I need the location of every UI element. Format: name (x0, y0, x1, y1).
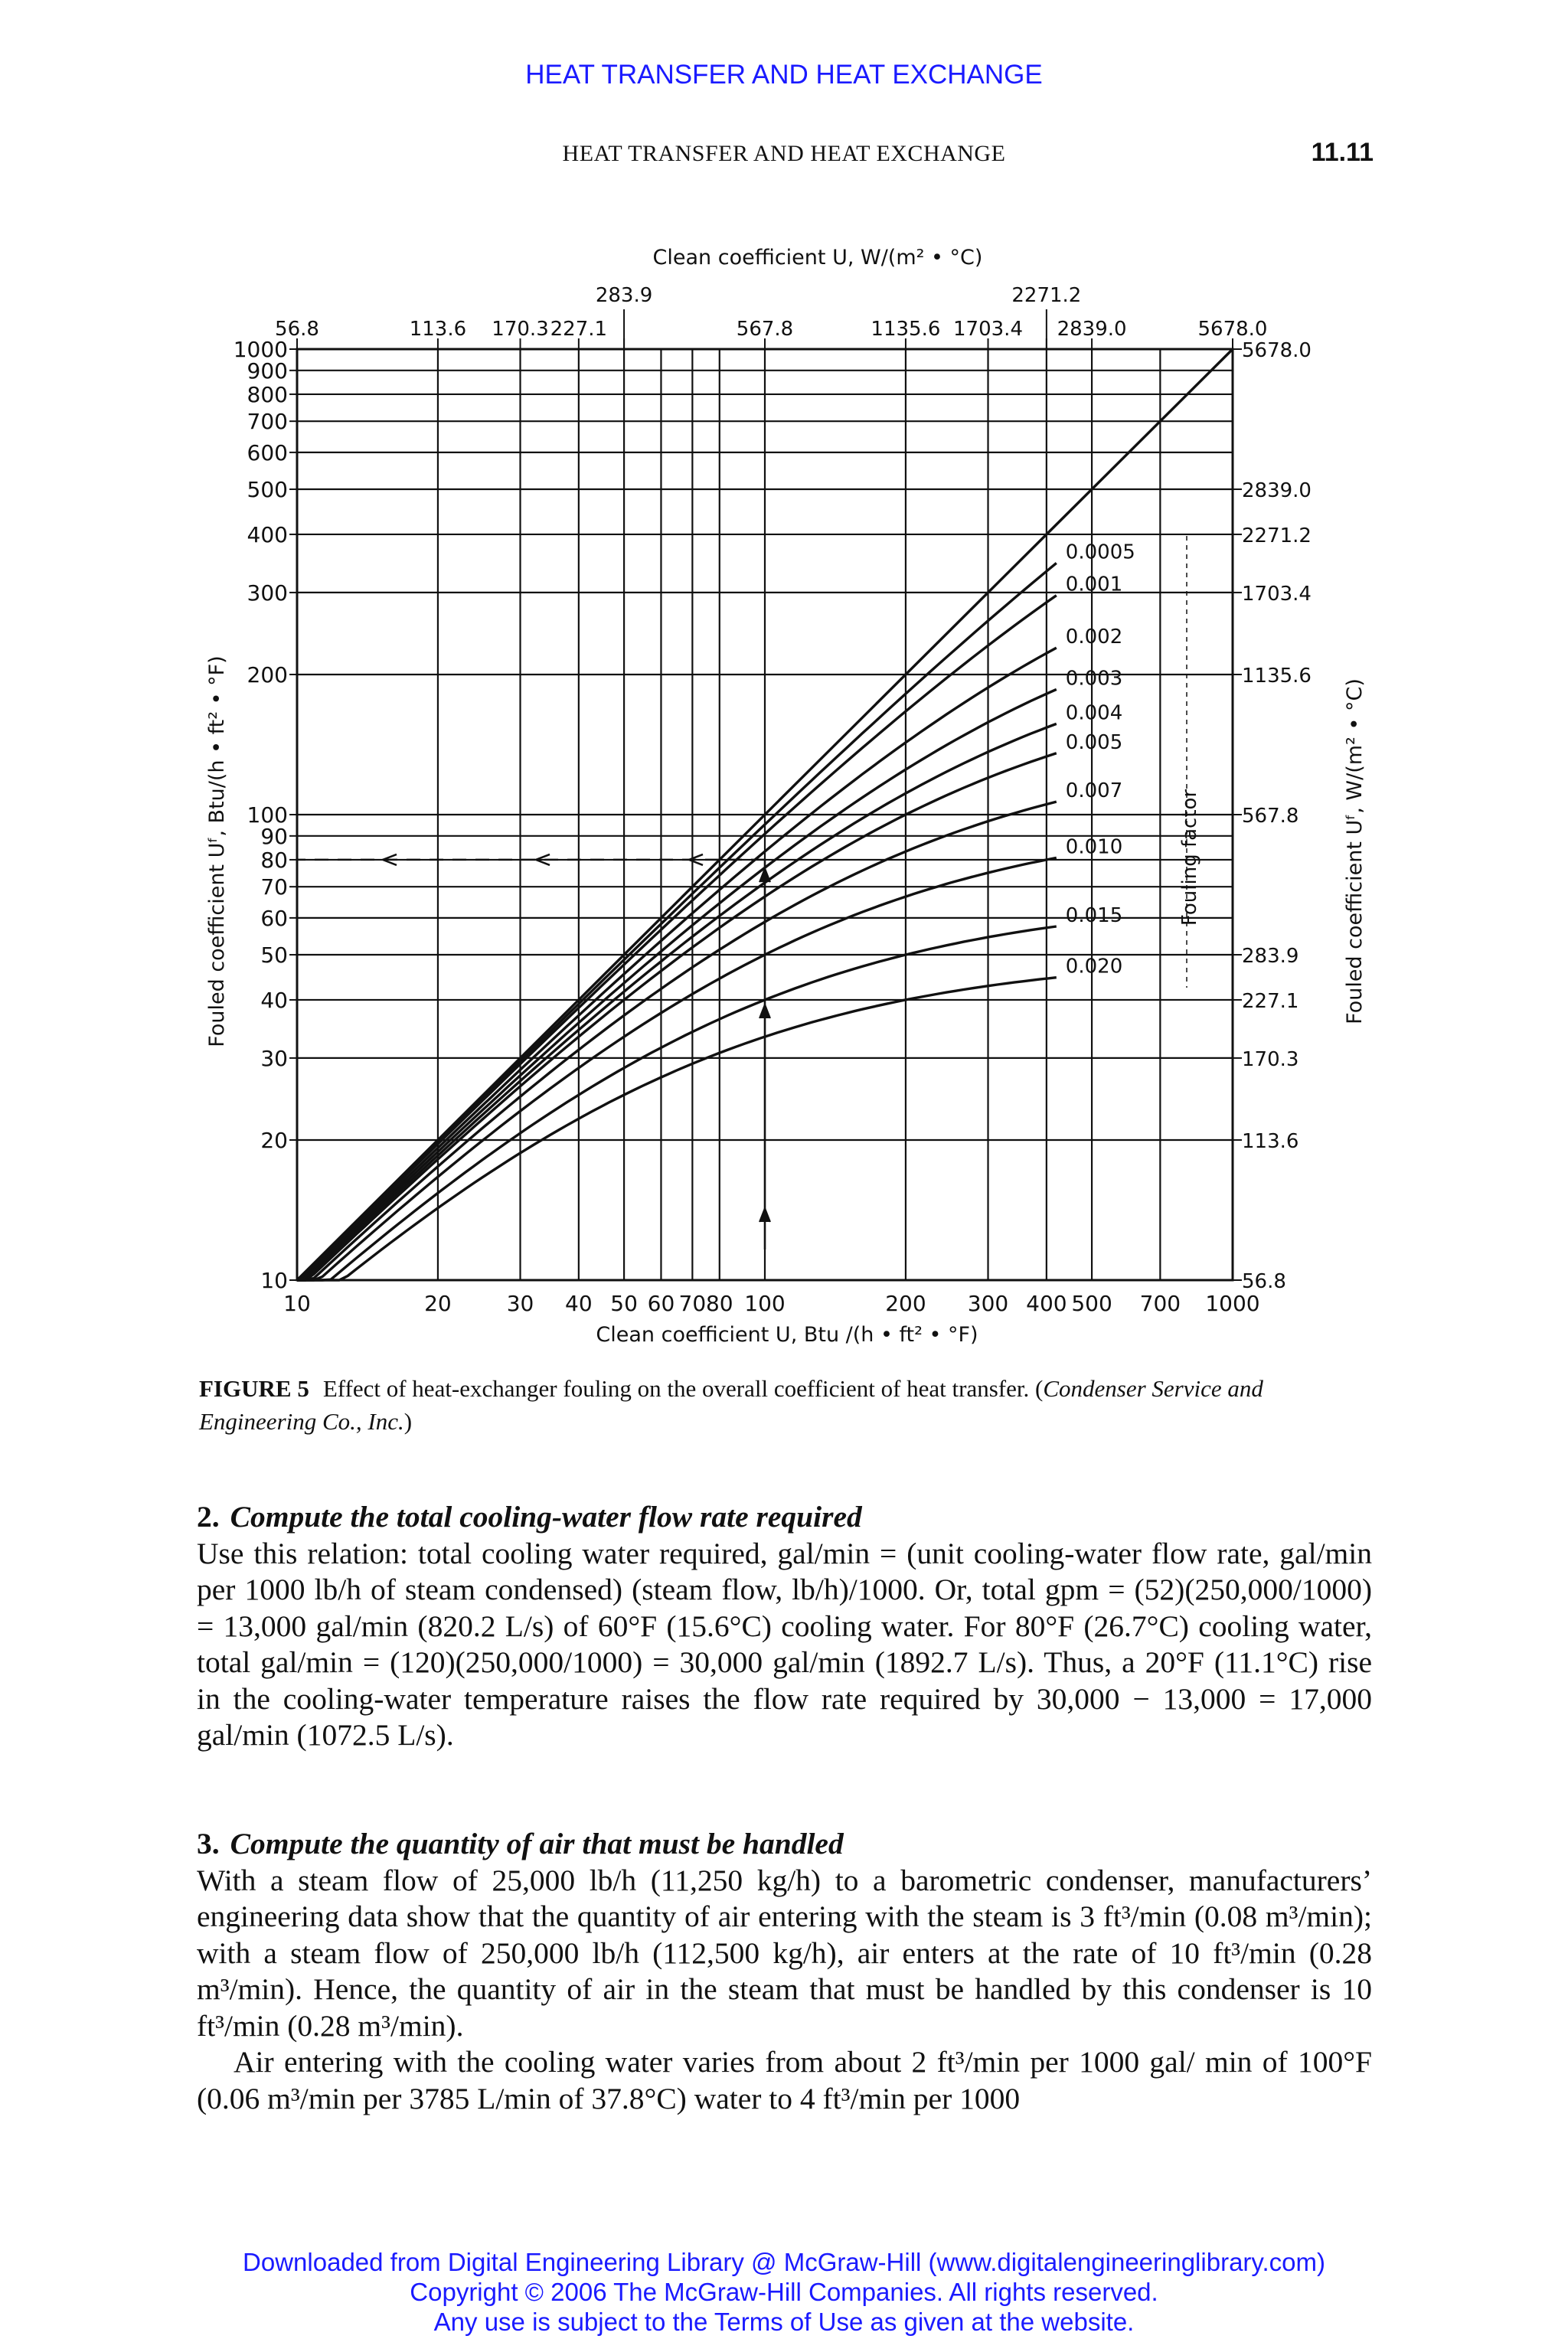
fouling-curve-label: 0.005 (1065, 730, 1123, 754)
footer-line-1: Downloaded from Digital Engineering Library @ McGraw-Hill (www.digitalengineeringlibrary.com) (243, 2248, 1325, 2276)
caption-text: Effect of heat-exchanger fouling on the overall coefficient of heat transfer. ( (322, 1375, 1044, 1402)
y-tick-label: 60 (260, 905, 288, 931)
x-tick-label: 60 (647, 1291, 675, 1316)
top-tick-label: 227.1 (550, 318, 608, 341)
y-tick-label: 40 (260, 987, 288, 1013)
section-2-heading (197, 1499, 1372, 1536)
right-tick-label: 113.6 (1242, 1129, 1299, 1153)
fouling-curve-label: 0.001 (1065, 573, 1123, 596)
section-3-body-1: With a steam flow of 25,000 lb/h (11,250 kg/h) to a barometric condenser, manufacturers’ engineering data show that the quantity of air entering with the steam is 3 ft³/min (0.08 m³/min); with a steam flow of 250,000 lb/h (112,500 kg/h), air enters at the rate of 10 ft³/min (0.28 m³/min). Hence, the quantity of air in the steam that must be handled by this condenser is 10 ft³/min (0.28 m³/min). (197, 1863, 1372, 2043)
top-tick-label: 5678.0 (1197, 318, 1268, 341)
fouling-factor-label: Fouling factor (1178, 789, 1201, 926)
caption-close: ) (403, 1408, 413, 1435)
x-tick-label: 20 (424, 1291, 452, 1316)
x-tick-label: 400 (1026, 1291, 1067, 1316)
running-head: HEAT TRANSFER AND HEAT EXCHANGE (562, 141, 1006, 166)
y-tick-label: 200 (247, 662, 288, 688)
x-tick-label: 10 (283, 1291, 311, 1316)
footer-line-2: Copyright © 2006 The McGraw-Hill Companies. All rights reserved. (410, 2278, 1158, 2306)
section-3 (197, 1826, 1372, 2117)
left-axis-label: Fouled coefficient Uᶠ, Btu/(h • ft² • °F) (205, 655, 229, 1047)
x-tick-label: 40 (565, 1291, 593, 1316)
y-tick-label: 70 (260, 874, 288, 900)
x-tick-label: 200 (885, 1291, 926, 1316)
fouling-curve-label: 0.0005 (1065, 541, 1135, 564)
y-tick-label: 90 (260, 823, 288, 849)
fouling-curve-label: 0.004 (1065, 701, 1123, 725)
fouled-curve (297, 978, 1057, 1280)
right-tick-label: 1703.4 (1242, 582, 1312, 606)
top-tick-label: 56.8 (275, 318, 319, 341)
top-tick-label: 1135.6 (871, 318, 941, 341)
section-3-heading (197, 1826, 1372, 1863)
y-tick-label: 30 (260, 1045, 288, 1071)
y-tick-label: 700 (247, 409, 288, 435)
right-tick-label: 1135.6 (1242, 664, 1312, 688)
right-tick-label: 170.3 (1242, 1047, 1299, 1071)
figure-caption (199, 1372, 1370, 1438)
section-2 (197, 1499, 1372, 1754)
x-tick-label: 30 (506, 1291, 534, 1316)
y-tick-label: 400 (247, 521, 288, 547)
y-tick-label: 300 (247, 580, 288, 606)
top-tick-label: 283.9 (595, 284, 653, 307)
source-banner: HEAT TRANSFER AND HEAT EXCHANGE (525, 60, 1043, 90)
chart-annotations (297, 536, 1187, 1250)
y-tick-label: 900 (247, 358, 288, 384)
fouling-curve-label: 0.007 (1065, 779, 1123, 803)
fouling-curve-label: 0.015 (1065, 903, 1123, 927)
fouling-curve-label: 0.003 (1065, 667, 1123, 691)
right-tick-label: 5678.0 (1242, 339, 1312, 362)
section-2-title: Compute the total cooling-water flow rate required (230, 1500, 862, 1534)
section-3-body-2: Air entering with the cooling water varies from about 2 ft³/min per 1000 gal/ min of 100°F (0.06 m³/min per 3785 L/min of 37.8°C) water to 4 ft³/min per 1000 (197, 2045, 1372, 2115)
y-tick-label: 10 (260, 1268, 288, 1293)
page-number: 11.11 (1311, 138, 1374, 167)
top-tick-label: 113.6 (409, 318, 467, 341)
right-tick-label: 2839.0 (1242, 479, 1312, 503)
caption-source: Condenser Service and Engineering Co., Inc. (199, 1375, 1263, 1435)
top-tick-label: 1703.4 (953, 318, 1024, 341)
x-tick-label: 100 (744, 1291, 786, 1316)
right-tick-label: 2271.2 (1242, 524, 1312, 547)
caption-number: FIGURE 5 (199, 1375, 309, 1402)
footer (0, 2247, 1568, 2337)
y-tick-label: 600 (247, 439, 288, 466)
y-tick-label: 50 (260, 942, 288, 969)
x-tick-label: 700 (1139, 1291, 1181, 1316)
x-tick-label: 70 (678, 1291, 707, 1316)
x-tick-label: 1000 (1205, 1291, 1260, 1316)
x-tick-label: 300 (967, 1291, 1009, 1316)
x-tick-label: 80 (705, 1291, 733, 1316)
fouling-curve-label: 0.002 (1065, 626, 1123, 649)
section-2-number: 2. (197, 1500, 220, 1534)
y-tick-label: 80 (260, 847, 288, 873)
right-axis-label: Fouled coefficient Uᶠ, W/(m² • °C) (1343, 678, 1367, 1024)
y-tick-label: 20 (260, 1127, 288, 1153)
top-tick-label: 2271.2 (1011, 284, 1082, 307)
right-tick-label: 56.8 (1242, 1270, 1286, 1293)
x-tick-label: 500 (1071, 1291, 1112, 1316)
top-tick-label: 2839.0 (1057, 318, 1127, 341)
section-3-title: Compute the quantity of air that must be handled (230, 1827, 844, 1860)
right-tick-label: 567.8 (1242, 805, 1299, 828)
top-axis-label: Clean coefficient U, W/(m² • °C) (652, 246, 983, 270)
x-tick-label: 50 (610, 1291, 638, 1316)
chart-labels (234, 284, 1312, 1316)
y-tick-label: 1000 (233, 337, 288, 362)
y-tick-label: 800 (247, 381, 288, 407)
top-tick-label: 170.3 (492, 318, 549, 341)
fouling-curve-label: 0.010 (1065, 835, 1123, 859)
y-tick-label: 500 (247, 477, 288, 503)
top-tick-label: 567.8 (736, 318, 794, 341)
right-tick-label: 227.1 (1242, 989, 1299, 1013)
fouling-curve-label: 0.020 (1065, 955, 1123, 978)
bottom-axis-label: Clean coefficient U, Btu /(h • ft² • °F) (596, 1323, 978, 1347)
right-tick-label: 283.9 (1242, 945, 1299, 969)
section-2-body: Use this relation: total cooling water required, gal/min = (unit cooling-water flow rate, gal/min per 1000 lb/h of steam condensed) (steam flow, lb/h)/1000. Or, total gpm = (52)(250,000/1000) = 13,000 gal/min (820.2 L/s) of 60°F (15.6°C) cooling water. For 80°F (26.7°C) cooling water, total gal/min = (120)(250,000/1000) = 30,000 gal/min (1892.7 L/s). Thus, a 20°F (11.1°C) rise in the cooling-water temperature raises the flow rate required by 30,000 − 13,000 = 17,000 gal/min (1072.5 L/s). (197, 1536, 1372, 1752)
y-tick-label: 100 (247, 802, 288, 828)
example-arrow-up (760, 1004, 770, 1018)
footer-line-3: Any use is subject to the Terms of Use as given at the website. (433, 2308, 1135, 2336)
section-3-number: 3. (197, 1827, 220, 1860)
example-arrow-up (760, 1208, 770, 1222)
